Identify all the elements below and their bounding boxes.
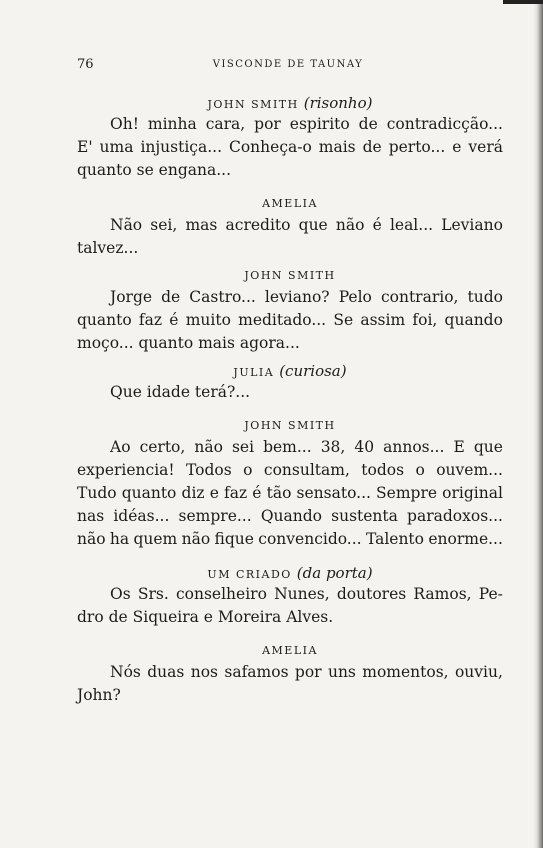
speaker-name: JOHN SMITH: [207, 98, 299, 111]
speaker-name: JOHN SMITH: [244, 419, 336, 432]
speaker-heading: [77, 266, 503, 286]
dialogue-body: [77, 93, 503, 707]
speaker-heading: [77, 641, 503, 661]
speech-line: moço... quanto mais agora...: [77, 334, 300, 352]
stage-direction: (curiosa): [279, 362, 347, 380]
speech-line: Não sei, mas acredito que não é leal... Leviano: [110, 216, 503, 234]
stage-direction: (da porta): [296, 564, 373, 582]
speech-line: dro de Siqueira e Moreira Alves.: [77, 608, 334, 626]
page-number: 76: [77, 57, 94, 72]
speech-line: Os Srs. conselheiro Nunes, doutores Ramos, Pe-: [110, 585, 503, 603]
speech-line: quanto se engana...: [77, 161, 231, 179]
speech-line: talvez...: [77, 239, 139, 257]
speaker-heading: [77, 563, 503, 583]
speech-line: Tudo quanto diz e faz é tão sensato... Sempre original: [77, 484, 503, 502]
speech-line: não ha quem não fique convencido... Talento enorme...: [77, 530, 503, 548]
speaker-name: JULIA: [233, 366, 275, 379]
speaker-name: AMELIA: [262, 644, 318, 657]
speech-block: [77, 661, 503, 707]
speech-line: quanto faz é muito meditado... Se assim foi, quando: [77, 311, 503, 329]
stage-direction: (risonho): [303, 94, 373, 112]
speech-line: John?: [77, 686, 121, 704]
page-header: [77, 57, 499, 73]
speech-line: nas idéas... sempre... Quando sustenta paradoxos...: [77, 507, 503, 525]
speech-line: Nós duas nos safamos por uns momentos, ouviu,: [110, 663, 503, 681]
speech-line: experiencia! Todos o consultam, todos o ouvem...: [77, 461, 503, 479]
speech-line: Que idade terá?...: [110, 383, 251, 401]
speech-block: [77, 436, 503, 551]
speech-line: E' uma injustiça... Conheça-o mais de perto... e verá: [77, 138, 503, 156]
running-head: VISCONDE DE TAUNAY: [212, 59, 364, 70]
page-edge-mark: [503, 0, 543, 4]
speech-block: [77, 286, 503, 355]
speaker-name: JOHN SMITH: [244, 269, 336, 282]
speech-block: [77, 113, 503, 182]
speech-line: Ao certo, não sei bem... 38, 40 annos... E que: [110, 438, 503, 456]
speaker-heading: [77, 416, 503, 436]
speaker-heading: [77, 93, 503, 113]
speaker-heading: [77, 194, 503, 214]
page-edge-shadow: [533, 0, 543, 848]
speech-block: [77, 583, 503, 629]
speaker-name: AMELIA: [262, 197, 318, 210]
speech-block: [77, 214, 503, 260]
speech-block: [77, 381, 503, 404]
speaker-name: UM CRIADO: [207, 568, 292, 581]
speech-line: Oh! minha cara, por espirito de contradicção...: [110, 115, 503, 133]
speech-line: Jorge de Castro... leviano? Pelo contrario, tudo: [110, 288, 503, 306]
speaker-heading: [77, 361, 503, 381]
